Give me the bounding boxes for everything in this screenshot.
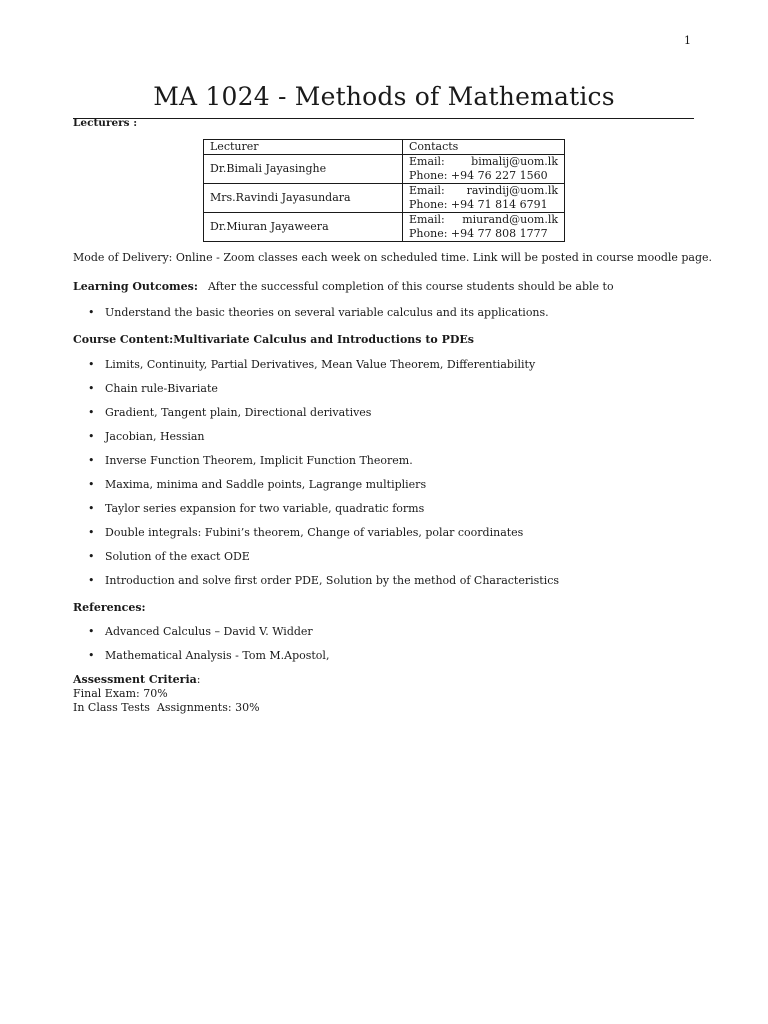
phone-label: Phone: <box>409 198 448 211</box>
in-class-weight: In Class Tests Assignments: 30% <box>73 701 260 714</box>
references-heading: References: <box>73 601 146 614</box>
email-line <box>409 213 558 227</box>
email-line <box>409 155 558 169</box>
list-item: • Double integrals: Fubini’s theorem, Change of variables, polar coordinates <box>88 525 559 540</box>
email-address: ravindij@uom.lk <box>466 184 558 197</box>
phone-line <box>409 169 558 183</box>
lecturer-contacts <box>403 184 565 213</box>
learning-outcomes-label: Learning Outcomes: <box>73 280 198 293</box>
lecturer-contacts <box>403 213 565 242</box>
list-item: • Understand the basic theories on several variable calculus and its applications. <box>88 305 549 320</box>
list-item: • Jacobian, Hessian <box>88 429 559 444</box>
lecturer-name: Mrs.Ravindi Jayasundara <box>204 184 403 213</box>
list-item: • Taylor series expansion for two variable, quadratic forms <box>88 501 559 516</box>
list-item: • Solution of the exact ODE <box>88 549 559 564</box>
table-header-row <box>204 140 565 155</box>
lecturers-label: Lecturers : <box>73 117 138 129</box>
list-item: • Gradient, Tangent plain, Directional derivatives <box>88 405 559 420</box>
email-address: bimalij@uom.lk <box>471 155 558 168</box>
assessment-heading: Assessment Criteria <box>73 673 197 686</box>
list-item: • Chain rule-Bivariate <box>88 381 559 396</box>
list-item: • Maxima, minima and Saddle points, Lagrange multipliers <box>88 477 559 492</box>
list-item: • Advanced Calculus – David V. Widder <box>88 624 329 639</box>
email-line <box>409 184 558 198</box>
email-label: Email: <box>409 213 445 226</box>
lecturer-contacts-table <box>203 139 565 242</box>
phone-number: +94 76 227 1560 <box>450 169 548 182</box>
email-label: Email: <box>409 184 445 197</box>
phone-label: Phone: <box>409 227 448 240</box>
assessment-heading-line <box>73 672 200 687</box>
course-content-heading: Course Content:Multivariate Calculus and Introductions to PDEs <box>73 333 474 346</box>
course-content-list <box>88 357 559 588</box>
final-exam-weight: Final Exam: 70% <box>73 687 168 700</box>
list-item: • Mathematical Analysis - Tom M.Apostol, <box>88 648 329 663</box>
list-item: • Limits, Continuity, Partial Derivatives, Mean Value Theorem, Differentiability <box>88 357 559 372</box>
list-item: • Inverse Function Theorem, Implicit Function Theorem. <box>88 453 559 468</box>
phone-line <box>409 227 558 241</box>
email-address: miurand@uom.lk <box>462 213 558 226</box>
phone-number: +94 71 814 6791 <box>450 198 548 211</box>
email-label: Email: <box>409 155 445 168</box>
table-row <box>204 213 565 242</box>
phone-line <box>409 198 558 212</box>
table-row <box>204 184 565 213</box>
phone-number: +94 77 808 1777 <box>450 227 548 240</box>
page-title: MA 1024 - Methods of Mathematics <box>153 82 615 111</box>
header-contacts: Contacts <box>403 140 565 155</box>
lecturer-name: Dr.Miuran Jayaweera <box>204 213 403 242</box>
mode-of-delivery: Mode of Delivery: Online - Zoom classes each week on scheduled time. Link will be posted in course moodle page. <box>73 251 713 264</box>
learning-outcomes-intro: After the successful completion of this course students should be able to <box>207 280 614 293</box>
phone-label: Phone: <box>409 169 448 182</box>
table-row <box>204 155 565 184</box>
header-lecturer: Lecturer <box>204 140 403 155</box>
references-list <box>88 624 329 663</box>
title-rule <box>73 118 694 119</box>
lecturer-contacts <box>403 155 565 184</box>
learning-outcomes-list <box>88 305 549 320</box>
list-item: • Introduction and solve first order PDE, Solution by the method of Characteristics <box>88 573 559 588</box>
assessment-colon: : <box>196 673 201 686</box>
learning-outcomes <box>73 279 614 294</box>
lecturer-name: Dr.Bimali Jayasinghe <box>204 155 403 184</box>
page-number: 1 <box>684 34 691 47</box>
